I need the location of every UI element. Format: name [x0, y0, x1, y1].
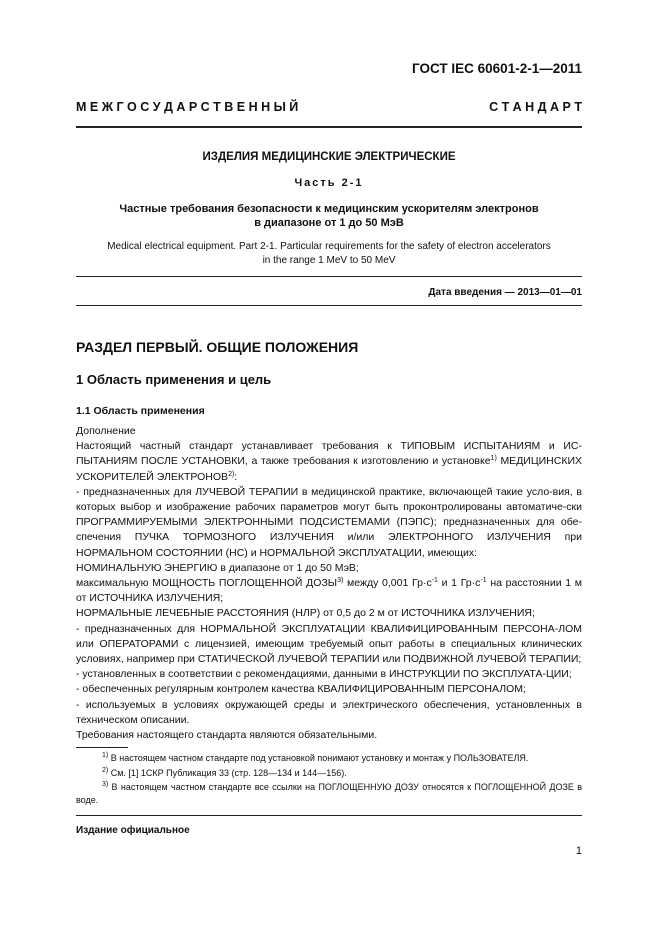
paragraph: НОРМАЛЬНЫЕ ЛЕЧЕБНЫЕ РАССТОЯНИЯ (НЛР) от 0,5 до 2 м от ИСТОЧНИКА ИЗЛУЧЕНИЯ; [76, 607, 535, 620]
standard-number: ГОСТ IEC 60601-2-1—2011 [412, 61, 582, 76]
document-part: Часть 2-1 [294, 177, 364, 189]
subtitle-line-1: Частные требования безопасности к медицинским ускорителям электронов [119, 203, 539, 215]
banner-rule [76, 126, 582, 128]
footnote-2: $^{2)}$ См. [1] 1СКР Публикация 33 (стр. 128—134 и 144—156). [102, 767, 347, 778]
date-rule [76, 305, 582, 306]
paragraph: Дополнение [76, 425, 136, 437]
paragraph: максимальную МОЩНОСТЬ ПОГЛОЩЕННОЙ ДОЗЫ$^{3)}$ между 0,001 $Гр\cdot с^{-1}$ и 1 $Гр\cdot с^{-1}$ на расстоянии 1 м от ИСТОЧНИКА ИЗЛУЧЕНИЯ; [76, 577, 582, 605]
footer-rule [76, 815, 582, 816]
banner-right-text: С Т А Н Д А Р Т [489, 100, 582, 114]
document-subtitle [76, 202, 582, 230]
paragraph: - установленных в соответствии с рекомендациями, данными в ИНСТРУКЦИИ ПО ЭКСПЛУАТА-ЦИИ; [76, 668, 572, 681]
paragraph: - обеспеченных регулярным контролем качества КВАЛИФИЦИРОВАННЫМ ПЕРСОНАЛОМ; [76, 683, 526, 696]
paragraph: - предназначенных для ЛУЧЕВОЙ ТЕРАПИИ в медицинской практике, включающей такие усло-вия, в которых выбор и изображение рабочих параметров могут быть проконтролированы автоматиче-ски ПРОГРАММИРУЕМЫМИ ЭЛЕКТРОННЫМИ ПОДСИСТЕМАМИ (ПЭПС); предназначенных для обе-спечения ПУЧКА ТОРМОЗНОГО ИЗЛУЧЕНИЯ и/или ЭЛЕКТРОННОГО ИЗЛУЧЕНИЯ при НОРМАЛЬНОМ СОСТОЯНИИ (НС) и НОРМАЛЬНОЙ ЭКСПЛУАТАЦИИ, имеющих: [76, 485, 582, 559]
footnote-separator [76, 747, 128, 748]
standard-type-banner [76, 100, 582, 114]
introduction-date: Дата введения — 2013—01—01 [428, 287, 582, 298]
english-title-line-2: in the range 1 MeV to 50 MeV [262, 255, 396, 266]
page-number: 1 [575, 845, 582, 857]
subclause-heading: 1.1 Область применения [76, 405, 205, 417]
body-text [76, 424, 582, 743]
paragraph: Настоящий частный стандарт устанавливает требования к ТИПОВЫМ ИСПЫТАНИЯМ и ИС-ПЫТАНИЯМ ПОСЛЕ УСТАНОВКИ, а также требования к изготовлению и установке$^{1)}$ МЕДИЦИНСКИХ УСКОРИТЕЛЕЙ ЭЛЕКТРОНОВ$^{2)}$: [76, 440, 582, 483]
footnote-1: $^{1)}$ В настоящем частном стандарте под установкой понимают установку и монтаж у ПОЛЬЗОВАТЕЛЯ. [102, 752, 529, 763]
paragraph: Требования настоящего стандарта являются обязательными. [76, 729, 378, 742]
subtitle-line-2: в диапазоне от 1 до 50 МэВ [254, 217, 404, 229]
english-title-line-1: Medical electrical equipment. Part 2-1. Particular requirements for the safety of electron accelerators [107, 241, 551, 252]
english-title [76, 240, 582, 268]
title-rule [76, 276, 582, 277]
clause-heading: 1 Область применения и цель [76, 372, 272, 387]
document-title: ИЗДЕЛИЯ МЕДИЦИНСКИЕ ЭЛЕКТРИЧЕСКИЕ [202, 151, 456, 163]
section-heading: РАЗДЕЛ ПЕРВЫЙ. ОБЩИЕ ПОЛОЖЕНИЯ [76, 339, 359, 355]
paragraph: - предназначенных для НОРМАЛЬНОЙ ЭКСПЛУАТАЦИИ КВАЛИФИЦИРОВАННЫМ ПЕРСОНА-ЛОМ или ОПЕРАТОРАМИ с лицензией, имеющим требуемый опыт работы в специальных клинических условиях, например при СТАТИЧЕСКОЙ ЛУЧЕВОЙ ТЕРАПИИ или ПОДВИЖНОЙ ЛУЧЕВОЙ ТЕРАПИИ; [76, 622, 582, 666]
edition-note: Издание официальное [76, 825, 190, 836]
footnote-3: $^{3)}$ В настоящем частном стандарте все ссылки на ПОГЛОЩЕННУЮ ДОЗУ относятся к ПОГЛОЩЕННОЙ ДОЗЕ в воде. [76, 781, 582, 805]
banner-left-text: М Е Ж Г О С У Д А Р С Т В Е Н Н Ы Й [76, 100, 299, 114]
paragraph: - используемых в условиях окружающей среды и электрического обеспечения, установленных в техническом описании. [76, 698, 582, 726]
paragraph: НОМИНАЛЬНУЮ ЭНЕРГИЮ в диапазоне от 1 до 50 МэВ; [76, 561, 359, 574]
